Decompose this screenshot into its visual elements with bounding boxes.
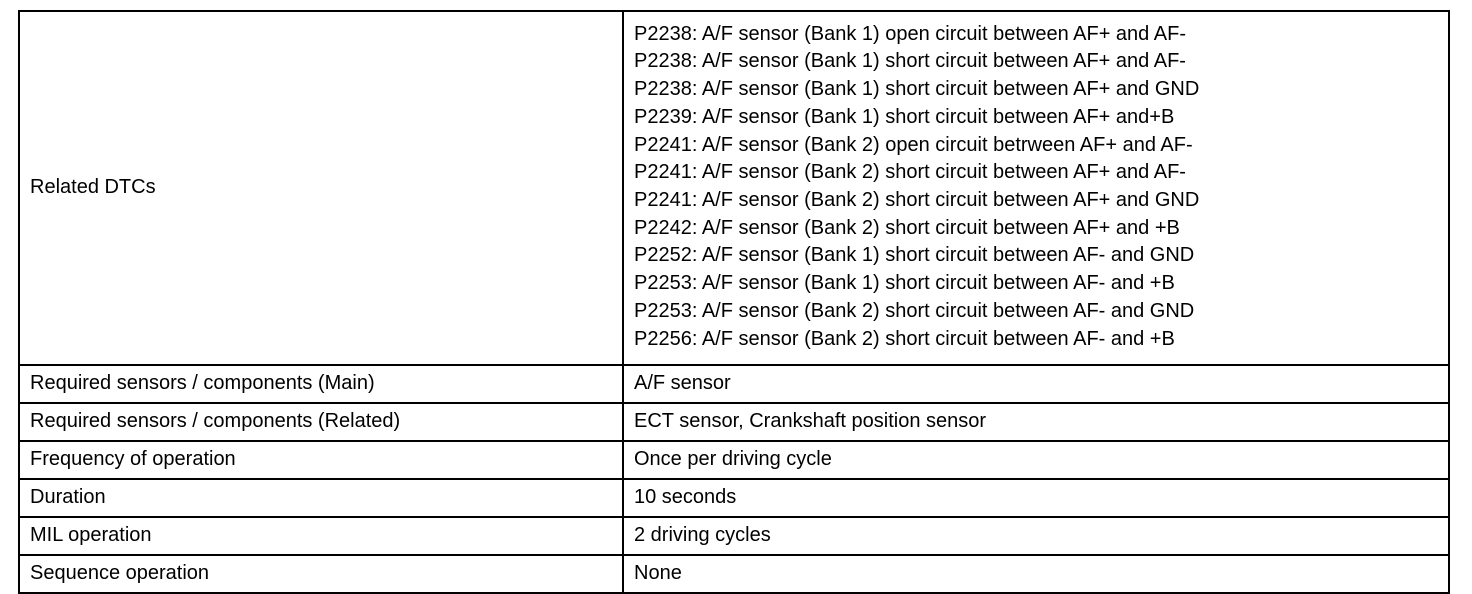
row-value: ECT sensor, Crankshaft position sensor [623, 403, 1449, 441]
dtc-line: P2239: A/F sensor (Bank 1) short circuit between AF+ and+B [634, 105, 1175, 128]
row-value: 10 seconds [623, 479, 1449, 517]
dtc-line: P2238: A/F sensor (Bank 1) open circuit between AF+ and AF- [634, 22, 1186, 45]
row-label: Required sensors / components (Related) [19, 403, 623, 441]
dtc-line: P2238: A/F sensor (Bank 1) short circuit between AF+ and GND [634, 78, 1200, 101]
dtc-line: P2238: A/F sensor (Bank 1) short circuit between AF+ and AF- [634, 50, 1186, 73]
row-label: Required sensors / components (Main) [19, 365, 623, 403]
table-row-sequence-operation [19, 555, 1449, 593]
row-label: Related DTCs [19, 11, 623, 365]
table-row-duration [19, 479, 1449, 517]
dtc-line: P2241: A/F sensor (Bank 2) short circuit between AF+ and GND [634, 189, 1200, 211]
row-value: A/F sensor [623, 365, 1449, 403]
row-value: 2 driving cycles [623, 517, 1449, 555]
row-label: Sequence operation [19, 555, 623, 593]
dtc-line: P2241: A/F sensor (Bank 2) open circuit betrween AF+ and AF- [634, 133, 1193, 156]
monitor-spec-table [18, 10, 1450, 594]
row-label: Frequency of operation [19, 441, 623, 479]
row-label: Duration [19, 479, 623, 517]
dtc-list [623, 11, 1449, 365]
row-label: MIL operation [19, 517, 623, 555]
dtc-line: P2253: A/F sensor (Bank 1) short circuit between AF- and +B [634, 272, 1175, 295]
dtc-line: P2252: A/F sensor (Bank 1) short circuit between AF- and GND [634, 244, 1195, 267]
table-row-frequency [19, 441, 1449, 479]
table-row-required-main [19, 365, 1449, 403]
dtc-line: P2253: A/F sensor (Bank 2) short circuit between AF- and GND [634, 299, 1195, 322]
dtc-line: P2242: A/F sensor (Bank 2) short circuit between AF+ and +B [634, 216, 1180, 239]
table-row-related-dtcs [19, 11, 1449, 365]
table-row-mil-operation [19, 517, 1449, 555]
row-value: None [623, 555, 1449, 593]
dtc-line: P2241: A/F sensor (Bank 2) short circuit between AF+ and AF- [634, 161, 1186, 184]
row-value: Once per driving cycle [623, 441, 1449, 479]
table-row-required-related [19, 403, 1449, 441]
dtc-line: P2256: A/F sensor (Bank 2) short circuit between AF- and +B [634, 327, 1175, 350]
